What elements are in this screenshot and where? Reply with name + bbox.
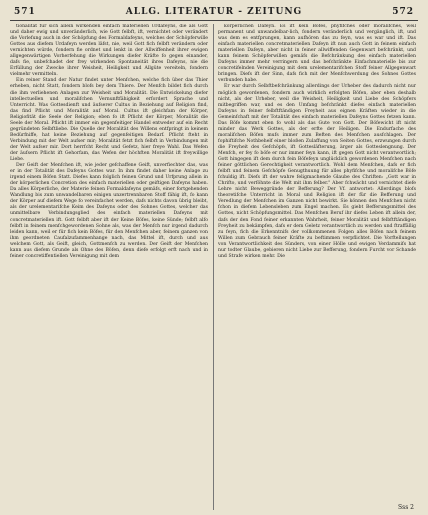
- printer-signature: Sss 2: [398, 504, 414, 511]
- right-column: [218, 24, 416, 510]
- paragraph: Er war durch Selbftbefchränkung allerdings der Urheber des dadurch nicht nur möglich gewordenen, fondern auch wirklich erfolgten Böfen, aber eben deshalb nicht, als der Urheber, weil die Weisheit, Heiligkeit und Liebe des Schöpfers mitbegriffen war, und es den Umfang befchränkt diefes einfach materiellen Dafeyns in feiner felbftftändigen Freyheit aus eignen Kräften wieder in die Gemeinfchaft mit der Totalität des einfach materiellen Dafeyns Gottes fetzen kann. Das Böfe kommt eben fo wohl als das Gute von Gott. Der Böfewicht ift nicht minder das Werk Gottes, als der erfte der Heiligen. Die Endurfache des moralifchen Böfen mufs immer zum Beften des Menfchen ausfchlagen. Der fophiftifche Nothbehelf einer bloßen Zulaffung von Seiten Gottes, erzwungen durch die Freyheit des Gefchöpfs, ift Gottesläfterung, ärger als Gotteslengnung. Der Menfch, er fey fo böfe er nur immer feyn kann, ift gegen Gott nicht verantwortlich; Gott hingegen ift dem durch fein Böfefeyn unglücklich gewordenen Menfchen nach feiner göttlichen Gerechtigkeit verantwortlich. Wohl dem Menfchen, dafs er fich felbft und feinem Gefchöpfe Genugthuung für alles phyfifche und moralifche Böfe fchuldig ift. Diefs ift der wahre feligmachende Glaube des Chriften: „Gott war in Chrifto, und verföhnte die Welt mit ihm felber." Aber fchwächt und vernichtet diefe Lehre nicht Beweggründe der Befferung? Der Vf. antwortet: Allerdings blofs theoretifche Unterricht in Moral und Religion ift der für die Befferung und Veredlung der Menfchen im Ganzen nicht bewirkt. Sie können den Menfchen nicht fchon in diefem Lebensleben zum Engel machen. Es giebt Befferungsmittel des Gottes, nicht Schöpfungsmittel. Das Menfchen Beruf ihr diefes Leben ift allein der, dafs der den Fond feiner erkannten Wahrheit, feiner Moralität und felbftftändigen Freyheit zu bekämpfen, dafs er dem Geletz verantwortlich zu werden und ftraffällig zu feyn, fich die Erkenntnifs der vollkommenen Folgen alles Böfen nach feinem Willen zum Gebrauch feiner Kräfte zu beftimmen verpflichtet. Die Vorftellungen von Verantwortlichkeit des Sünders, von einer Hölle und ewigen Verdammifs hat nur todter Glaube, gebieren nicht Liebe zur Befferung, fondern Furcht vor Schande und Strafe wirken mehr. Die: [218, 84, 416, 259]
- paragraph: Ein reiner Stand der Natur findet unter Menfchen, welche fich über das Thier erheben, nicht Statt, fondern blofs bey dem Thiere. Der Menfch bildet fich durch die ihm verliehenen Anlagen zur Weisheit und Moralität. Die Entwickelung diefer intellectuellen und moralifchen Vernunftfähigkeit erfordert Sprache und Unterricht. Was Gottesdienft und äufserer Cultus in Beziehung auf Religion find, das find Pflicht und Moralität auf Moral. Cultus ift gleichfam der Körper, Religiofität die Seele der Religion; eben fo ift Pflicht der Körper, Moralität die Seele der Moral. Pflicht ift immer ein gegenfeitiger Handel entweder auf ein Recht gegründeten Selbftliebe. Die Quelle der Moralität des Willens entfpringt in keinem Bedürfniffe, hat keine Beziehung auf gegenfeitigen Bedarf. Pflicht fteht in Verbindung mit der Welt aufser mir; Moralität fetzt fich felbft in Verbindungen mit der Welt aufser mir. Dort herrfcht Recht und Gefetz, hier freye Wahl. Das Wefen der äufsern Pflicht ift Gehorfam, das Wefen der höchften Moralität ift freywillige Liebe.: [10, 78, 208, 163]
- left-column: [10, 24, 208, 510]
- page-number-right: 572: [392, 7, 414, 17]
- journal-title: ALLG. LITERATUR - ZEITUNG: [125, 7, 303, 17]
- paragraph: körperlichen Dafeyn. Es ift kein Böfes, phyfifches oder moralifches, weil permanent und unwandelbar-lich, fondern veränderlich und vergänglich, ift, und was dem es entfprungen, kann aufhören das zu feyn, was es war und ift. Das einfach materiellen concretmateriellen Dafeyn ift nun auch Gott in feinem einfach materiellen Dafeyn, aber nicht in feiner allwiffenden Gegenwart befchränkt, und kann feinem Schöpferwillen gemäfs die Befchränkung des einfach materiellen Dafeyns immer mehr verringern und das befchränkte Einfachmaterielle bis zur concretifelnden Vereinigung mit dem urelementarifchen Stoff feiner Allgegenwart bringen. Diefs ift der Sinn, dafs fich mit der Menfchwerdung des Sohnes Gottes verbunden habe.: [218, 24, 416, 84]
- text-columns: [10, 24, 418, 510]
- paragraph: Der Geift der Menfchen ift, wie jeder gefchaffene Geift, unverfiechter das, was er in der Totalität des Dafeyns Gottes war. In ihm findet daher keine Anlage zu irgend einem Böfen Statt. Diefes kann folglich feinen Grund und Urfprung allein in der körperlichen Concretion des einfach materiellen oder geiftigen Dafeyns haben. Da alles Körperliche, der Materie feinen Formaldafeyns gemäfs, einer fortgehenden Wandlung bis zum unwandelbaren einigen unzertrennbaren Stoff fähig ift, fo kann der Körper auf diefem Wege fo vereinfachet werden, dafs nichts davon übrig bleibt, als der urelementarifche Keim des Dafeyns oder des Sohnes Gottes, welcher das unmittelbare Verbindungsglied des einfach materiellen Dafeyns mit concretmateriellen ift. Gott felbft aber ift der Keine Böfes, keine Sünde; felbft alfo felbft in feinem menfchgewordenen Sohne als, was der Menfch nur irgend dadurch leiden kann, weil er für fich kein Böfes, für den Menfchen aber, feinem ganzen von ihm geordneten Caufalzufammenhange nach, das Mittel ift, durch und aus welchem Gott, als Geift, gleich, Gottmenfch zu werden. Der Geift der Menfchen kann aus diefem Grunde als Ohne des Böfen, denn diefe erfolgt erft nach und in feiner concretiffentiellen Vereinigung mit dem: [10, 163, 208, 259]
- paragraph: tionalität für sich allein wirkenden einfach materiellen Urdafeyns, die als Gott und daher ewig und unveränderlich, wie Gott felbft, ift, vernichtet oder verändert die Vorlefung auch in der Schöpfung des Formaldafeyns, welches der Schöpferwille Gottes aus diefem Urdafeyn werden läfst, nie, weil Gott fich felbft verändern oder vernichten würde, fondern fie ordnet und lenkt in der Allwiffenheit ihrer ewigen allgegenwärtigen Vorherfehung die Wirkungen diefer Kräfte fo gegen einander, dafs fie, unbefchadet der frey wirkenden Spontaneität ihres Dafeyns, nie die Erfüllung der Zwecke ihrer Weisheit, Heiligkeit und Allgüte vereiteln, fondern vielmehr vermitteln.: [10, 24, 208, 78]
- page-header: [10, 6, 418, 21]
- column-divider: [208, 24, 218, 510]
- page-number-left: 571: [14, 7, 36, 17]
